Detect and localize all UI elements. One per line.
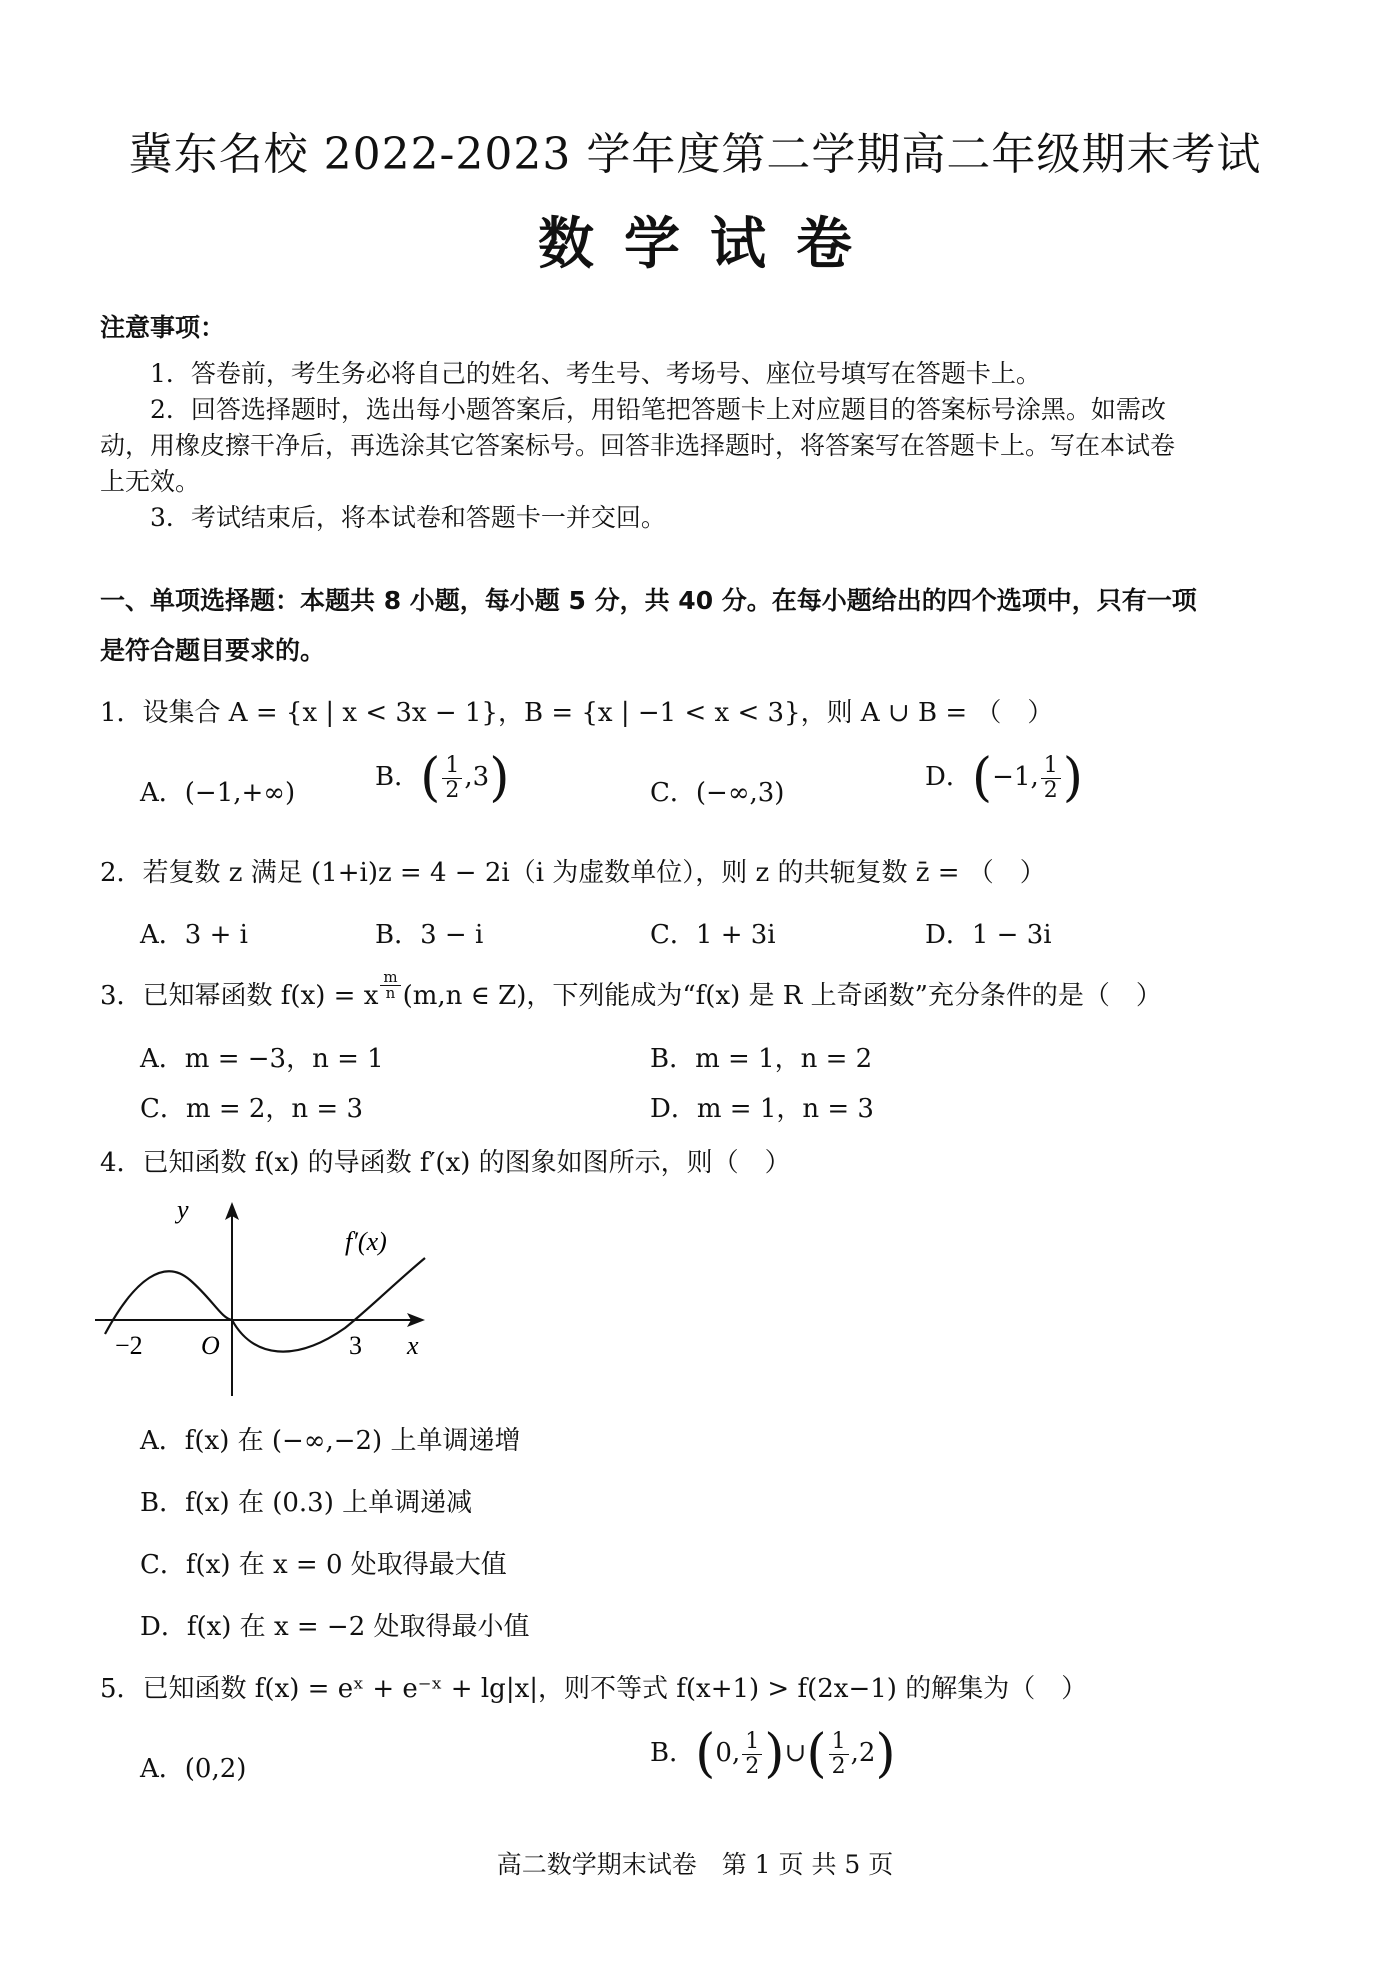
q1-option-b: B．( $\frac{1}{2}$ ,3) [375,748,510,808]
q1-option-d: D．(−1, $\frac{1}{2}$ ) [925,748,1084,808]
option-label: D． [925,762,972,792]
notice-item-2c: 上无效。 [100,467,201,496]
section1-heading-line2: 是符合题目要求的。 [100,636,326,665]
derivative-graph [95,1198,435,1398]
q4-option-b: B．f(x) 在 (0.3) 上单调递减 [140,1488,473,1518]
question-5-stem: 5．已知函数 f(x) = eˣ + e⁻ˣ + lg|x|，则不等式 f(x+1) > f(2x−1) 的解集为（ ） [100,1674,1088,1704]
q3-option-b: B．m = 1，n = 2 [650,1044,873,1074]
curve-label: f′(x) [345,1227,387,1256]
derivative-curve [105,1258,425,1352]
fraction: $\frac{1}{2}$ [742,1730,762,1779]
exponent-fraction: m n [380,970,400,1001]
exam-header-title: 冀东名校 2022-2023 学年度第二学期高二年级期末考试 [128,129,1262,180]
subject-title: 数学试卷 [538,211,882,277]
q3-option-c: C．m = 2，n = 3 [140,1094,364,1124]
option-label: B． [650,1738,696,1768]
notice-item-2a: 2．回答选择题时，选出每小题答案后，用铅笔把答题卡上对应题目的答案标号涂黑。如需改 [150,395,1166,424]
q2-option-b: B．3 − i [375,920,484,950]
tick-label-3: 3 [349,1331,362,1360]
tick-label-neg2: −2 [115,1331,143,1360]
q2-option-a: A．3 + i [140,920,248,950]
q2-option-d: D．1 − 3i [925,920,1052,950]
x-axis-label: x [407,1331,419,1360]
question-3-stem: 3．已知幂函数 f(x) = x $^{\frac{m}{n}}$ (m,n ∈ Z)，下列能成为“f(x) 是 R 上奇函数”充分条件的是（ ） [100,968,1162,1011]
question-1-stem: 1．设集合 A = {x | x < 3x − 1}，B = {x | −1 < x < 3}，则 A ∪ B = （ ） [100,698,1054,728]
origin-label: O [201,1331,220,1360]
q2-option-c: C．1 + 3i [650,920,776,950]
q4-option-d: D．f(x) 在 x = −2 处取得最小值 [140,1612,530,1642]
page-footer: 高二数学期末试卷 第 1 页 共 5 页 [496,1850,894,1879]
y-axis-label: y [177,1198,189,1224]
q3-option-a: A．m = −3，n = 1 [140,1044,384,1074]
section1-heading-line1: 一、单项选择题：本题共 8 小题，每小题 5 分，共 40 分。在每小题给出的四个选项中，只有一项 [100,586,1197,615]
q3-option-d: D．m = 1，n = 3 [650,1094,874,1124]
fraction: $\frac{1}{2}$ [829,1730,849,1779]
q4-option-c: C．f(x) 在 x = 0 处取得最大值 [140,1550,507,1580]
question-2-stem: 2．若复数 z 满足 (1+i)z = 4 − 2i（i 为虚数单位），则 z 的共轭复数 z̄ = （ ） [100,858,1046,888]
notice-item-2b: 动，用橡皮擦干净后，再选涂其它答案标号。回答非选择题时，将答案写在答题卡上。写在本试卷 [100,431,1176,460]
option-label: B． [375,762,421,792]
q5-option-b: B．(0, $\frac{1}{2}$ )∪( $\frac{1}{2}$ ,2) [650,1724,896,1784]
q1-option-a: A．(−1,+∞) [140,778,296,808]
notice-item-1: 1．答卷前，考生务必将自己的姓名、考生号、考场号、座位号填写在答题卡上。 [150,359,1041,388]
notice-item-3: 3．考试结束后，将本试卷和答题卡一并交回。 [150,503,666,532]
question-4-stem: 4．已知函数 f(x) 的导函数 f′(x) 的图象如图所示，则（ ） [100,1148,791,1178]
q5-option-a: A．(0,2) [140,1754,247,1784]
notice-title: 注意事项： [100,313,226,342]
q1-option-c: C．(−∞,3) [650,778,785,808]
fraction: $\frac{1}{2}$ [442,754,462,803]
fraction: $\frac{1}{2}$ [1041,754,1061,803]
q4-option-a: A．f(x) 在 (−∞,−2) 上单调递增 [140,1426,521,1456]
